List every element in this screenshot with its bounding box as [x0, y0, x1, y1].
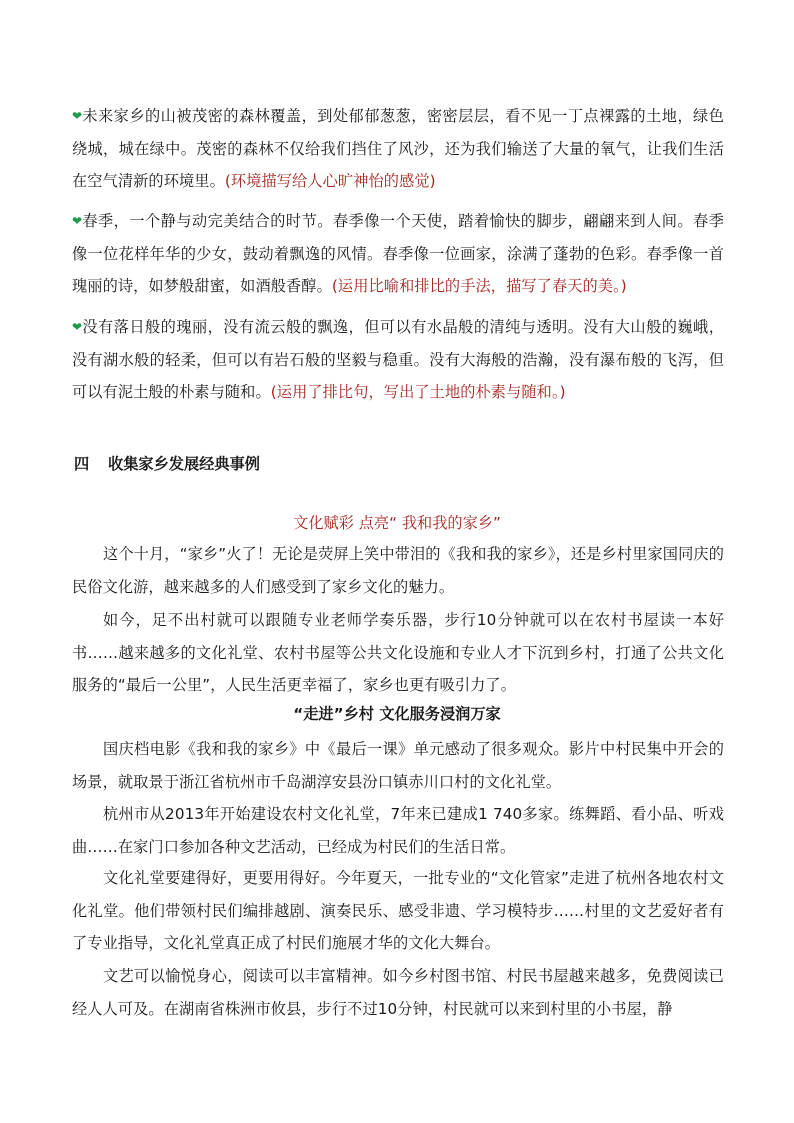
- intro-paragraph-3: [72, 311, 724, 409]
- article-paragraph-6: 文艺可以愉悦身心，阅读可以丰富精神。如今乡村图书馆、村民书屋越来越多，免费阅读已经人人可及。在湖南省株洲市攸县，步行不过10分钟，村民就可以来到村里的小书屋，静: [72, 967, 724, 1018]
- article-paragraph-3: 国庆档电影《我和我的家乡》中《最后一课》单元感动了很多观众。影片中村民集中开会的场景，就取景于浙江省杭州市千岛湖淳安县汾口镇赤川口村的文化礼堂。: [72, 740, 724, 791]
- intro-paragraph-2: [72, 205, 724, 303]
- section-number: 四: [74, 455, 90, 473]
- article-title: 文化赋彩 点亮“ 我和我的家乡”: [293, 514, 501, 532]
- article-paragraph-2: 如今，足不出村就可以跟随专业老师学奏乐器，步行10分钟就可以在农村书屋读一本好书……越来越多的文化礼堂、农村书屋等公共文化设施和专业人才下沉到乡村，打通了公共文化服务的“最后一公里”，人民生活更幸福了，家乡也更有吸引力了。: [72, 611, 724, 694]
- article-subtitle: “走进”乡村 文化服务浸润万家: [293, 705, 501, 723]
- intro-paragraph-3-text: 没有落日般的瑰丽，没有流云般的飘逸，但可以有水晶般的清纯与透明。没有大山般的巍峨，没有湖水般的轻柔，但可以有岩石般的坚毅与稳重。没有大海般的浩瀚，没有瀑布般的飞泻，但可以有泥土般的朴素与随和。: [72, 318, 724, 401]
- intro-paragraph-1-note: (环境描写给人心旷神怡的感觉): [224, 172, 436, 190]
- intro-paragraph-2-text: 春季，一个静与动完美结合的时节。春季像一个天使，踏着愉快的脚步，翩翩来到人间。春季像一位花样年华的少女，鼓动着飘逸的风情。春季像一位画家，涂满了蓬勃的色彩。春季像一首瑰丽的诗，如梦般甜蜜，如酒般香醇。: [72, 212, 724, 295]
- article-paragraph-5: 文化礼堂要建得好，更要用得好。今年夏天，一批专业的“文化管家”走进了杭州各地农村文化礼堂。他们带领村民们编排越剧、演奏民乐、感受非遗、学习模特步……村里的文艺爱好者有了专业指导，文化礼堂真正成了村民们施展才华的文化大舞台。: [72, 869, 724, 952]
- article-paragraph-4: 杭州市从2013年开始建设农村文化礼堂，7年来已建成1 740多家。练舞蹈、看小品、听戏曲……在家门口参加各种文艺活动，已经成为村民们的生活日常。: [72, 805, 724, 856]
- heart-icon: ❤: [72, 214, 83, 228]
- heart-icon: ❤: [72, 320, 83, 334]
- section-title: 收集家乡发展经典事例: [108, 455, 260, 473]
- heart-icon: ❤: [72, 109, 83, 123]
- article-paragraph-1: 这个十月，“家乡”火了！无论是荧屏上笑中带泪的《我和我的家乡》，还是乡村里家国同庆的民俗文化游，越来越多的人们感受到了家乡文化的魅力。: [72, 545, 724, 596]
- intro-paragraph-3-note: (运用了排比句，写出了土地的朴素与随和。): [270, 383, 566, 401]
- section-heading: [74, 453, 260, 474]
- intro-paragraph-2-note: (运用比喻和排比的手法，描写了春天的美。): [331, 277, 627, 295]
- intro-paragraph-1-text: 未来家乡的山被茂密的森林覆盖，到处郁郁葱葱，密密层层，看不见一丁点裸露的土地，绿色绕城，城在绿中。茂密的森林不仅给我们挡住了风沙，还为我们输送了大量的氧气，让我们生活在空气清新的环境里。: [72, 107, 724, 190]
- intro-paragraph-1: [72, 100, 724, 198]
